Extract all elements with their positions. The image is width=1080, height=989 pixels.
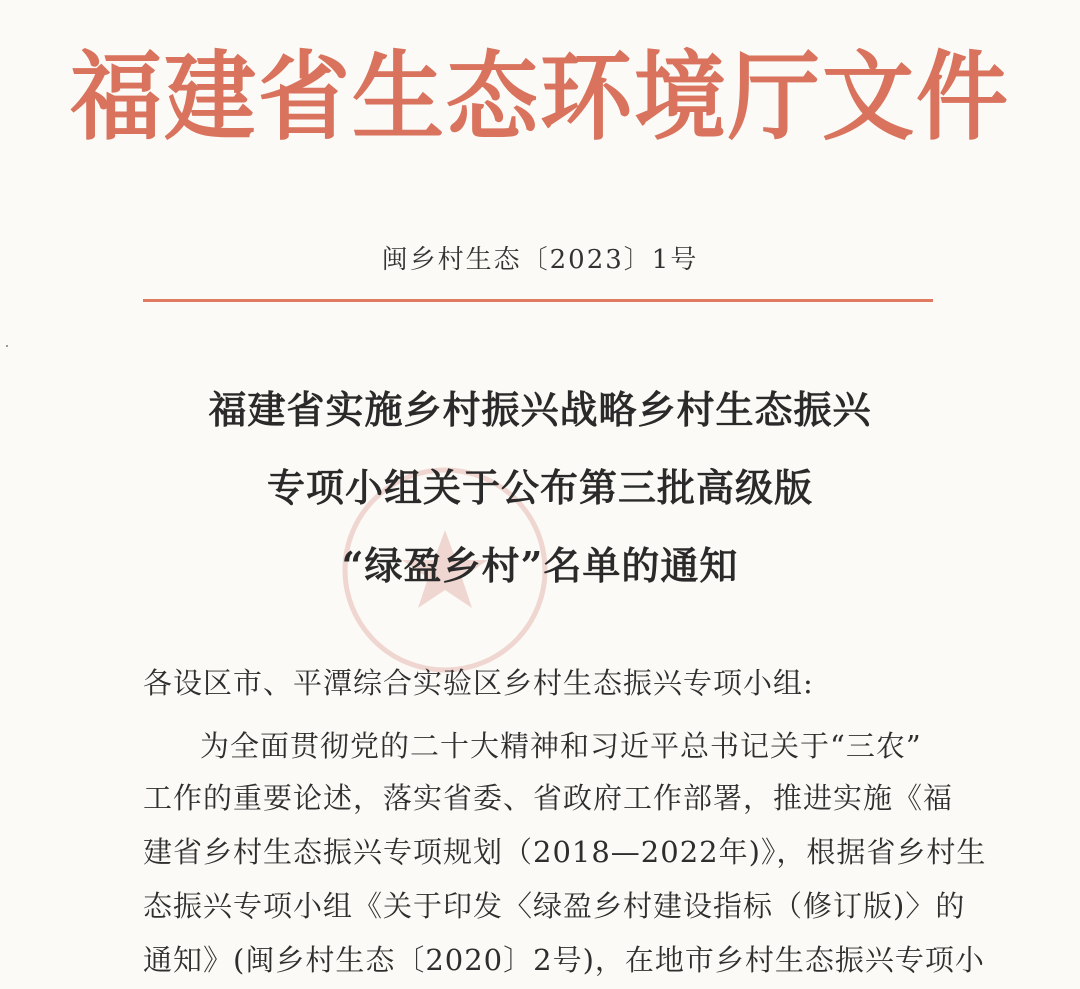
- body-line-2: 工作的重要论述，落实省委、省政府工作部署，推进实施《福: [143, 781, 954, 815]
- salutation: 各设区市、平潭综合实验区乡村生态振兴专项小组:: [143, 666, 814, 700]
- title-line-2: 专项小组关于公布第三批高级版: [266, 465, 813, 510]
- document-number: 闽乡村生态〔2023〕1号: [381, 245, 699, 275]
- title-line-3: “绿盈乡村”名单的通知: [341, 543, 739, 588]
- body-line-5: 通知》(闽乡村生态〔2020〕2号)，在地市乡村生态振兴专项小: [143, 943, 985, 977]
- red-divider-line: [143, 299, 933, 302]
- masthead-title: 福建省生态环境厅文件: [69, 40, 1010, 154]
- body-line-1: 为全面贯彻党的二十大精神和习近平总书记关于“三农”: [200, 729, 922, 763]
- body-line-4: 态振兴专项小组《关于印发〈绿盈乡村建设指标（修订版)〉的: [143, 889, 966, 923]
- body-line-3: 建省乡村生态振兴专项规划（2018—2022年)》，根据省乡村生: [143, 835, 987, 869]
- title-line-1: 福建省实施乡村振兴战略乡村生态振兴: [208, 387, 872, 432]
- margin-speck: [6, 345, 8, 347]
